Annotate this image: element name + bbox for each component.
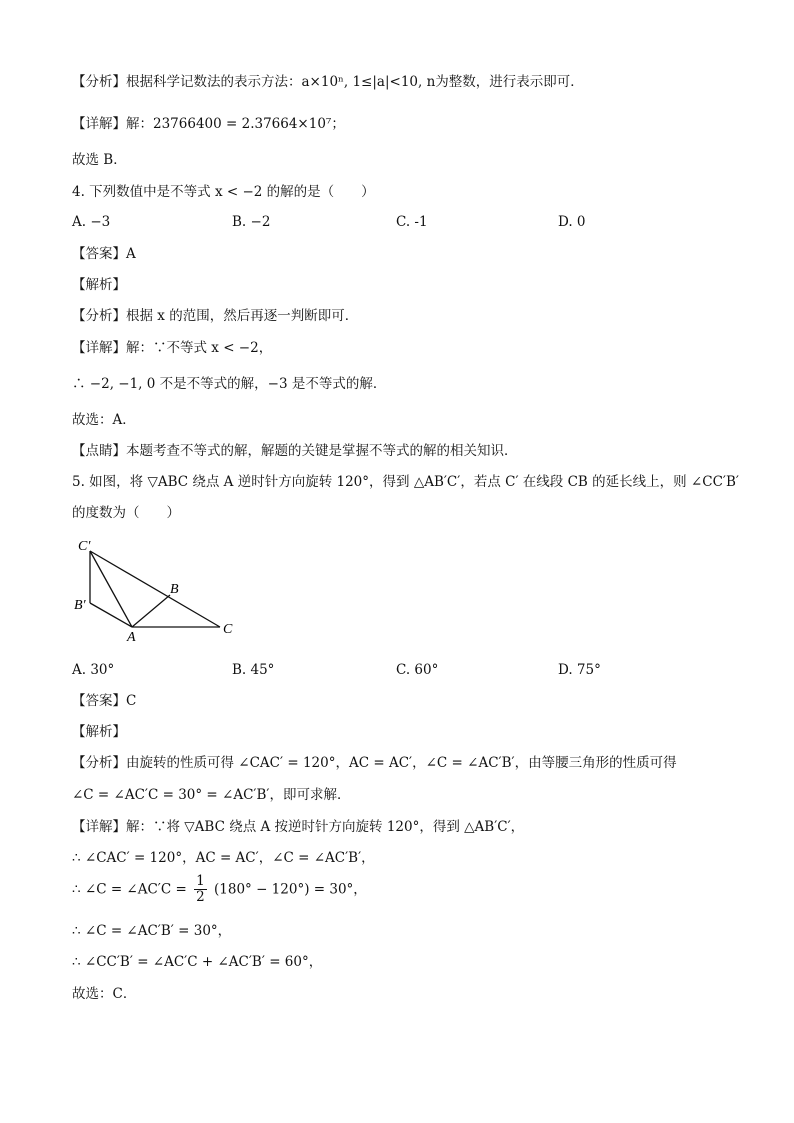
q5-option-d: D. 75° — [558, 662, 601, 678]
rotation-figure — [70, 535, 245, 645]
q4-answer: 【答案】A — [72, 246, 136, 262]
q4-comment: 【点睛】本题考查不等式的解，解题的关键是掌握不等式的解的相关知识． — [72, 443, 518, 459]
label-b: B — [170, 582, 179, 597]
q5-detail-3 — [72, 874, 367, 910]
q5-detail-2: ∴ ∠CAC′ = 120°，AC = AC′，∠C = ∠AC′B′， — [72, 850, 375, 866]
fraction-numerator: 1 — [196, 873, 205, 889]
label-a: A — [127, 630, 136, 645]
q5-option-b: B. 45° — [232, 662, 275, 678]
q5-detail-1: 【详解】解：∵将 ▽ABC 绕点 A 按逆时针方向旋转 120°，得到 △AB′C′， — [72, 819, 525, 835]
segment-cprime-c — [90, 551, 220, 627]
q4-option-c: C. -1 — [396, 214, 428, 230]
q5-option-c: C. 60° — [396, 662, 439, 678]
q5-option-a: A. 30° — [72, 662, 115, 678]
fraction — [194, 874, 207, 905]
q5-choice: 故选：C． — [72, 986, 137, 1002]
q3-analysis: 【分析】根据科学记数法的表示方法：a×10ⁿ, 1≤|a|<10, n为整数，进行表示即可． — [72, 74, 584, 90]
q5-stem-line-2: 的度数为（ ） — [72, 505, 180, 521]
q4-stem: 4. 下列数值中是不等式 x < −2 的解的是（ ） — [72, 184, 375, 200]
q5-detail-4: ∴ ∠C = ∠AC′B′ = 30°， — [72, 923, 232, 939]
q5-stem-line-1: 5. 如图，将 ▽ABC 绕点 A 逆时针方向旋转 120°，得到 △AB′C′，若点 C′ 在线段 CB 的延长线上，则 ∠CC′B′ — [72, 474, 739, 490]
label-c-prime: C′ — [78, 539, 91, 554]
q4-analysis: 【分析】根据 x 的范围，然后再逐一判断即可． — [72, 308, 359, 324]
q5-analysis-2: ∠C = ∠AC′C = 30° = ∠AC′B′，即可求解． — [72, 787, 351, 803]
q4-choice: 故选：A． — [72, 412, 136, 428]
segment-a-b — [132, 595, 170, 627]
q3-detail: 【详解】解：23766400 = 2.37664×10⁷； — [72, 116, 345, 132]
fraction-denominator: 2 — [196, 889, 205, 905]
q4-detail-1: 【详解】解：∵不等式 x < −2， — [72, 340, 273, 356]
q4-option-a: A. −3 — [72, 214, 111, 230]
q4-detail-2: ∴ −2, −1, 0 不是不等式的解，−3 是不等式的解． — [72, 376, 387, 392]
q4-option-b: B. −2 — [232, 214, 271, 230]
q5-detail-3-post: (180° − 120°) = 30°， — [214, 881, 367, 898]
q4-jiexi: 【解析】 — [72, 277, 126, 293]
q5-analysis-1: 【分析】由旋转的性质可得 ∠CAC′ = 120°，AC = AC′，∠C = ∠AC′B′，由等腰三角形的性质可得 — [72, 755, 677, 771]
q3-choice: 故选 B． — [72, 152, 127, 168]
label-c: C — [223, 622, 233, 637]
q5-answer: 【答案】C — [72, 693, 137, 709]
q5-jiexi: 【解析】 — [72, 724, 126, 740]
q5-detail-3-pre: ∴ ∠C = ∠AC′C = — [72, 881, 187, 898]
q5-detail-5: ∴ ∠CC′B′ = ∠AC′C + ∠AC′B′ = 60°， — [72, 954, 323, 970]
label-b-prime: B′ — [74, 598, 86, 613]
q4-option-d: D. 0 — [558, 214, 586, 230]
